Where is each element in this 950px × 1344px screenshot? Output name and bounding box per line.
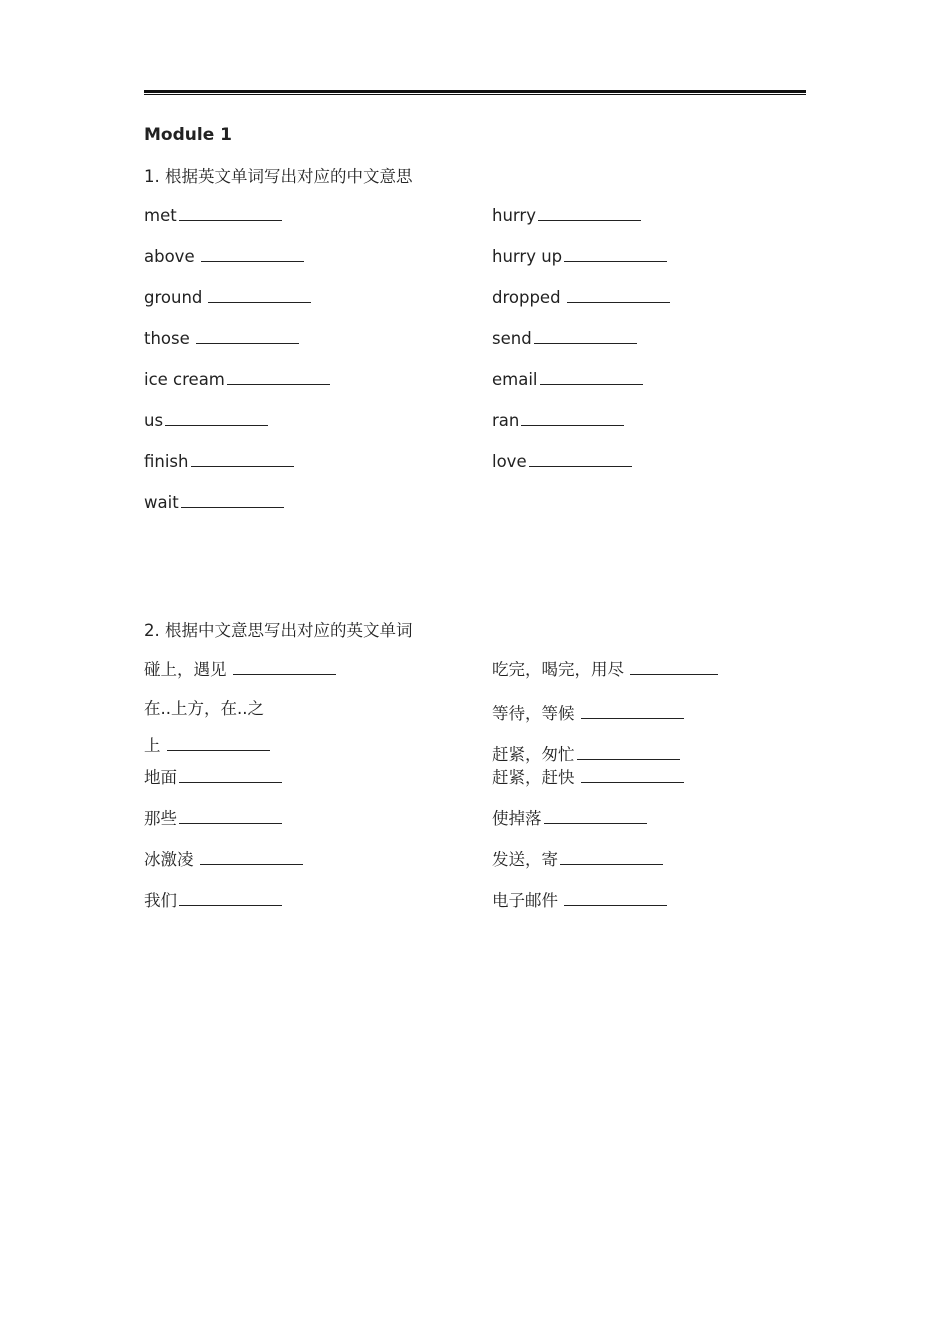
answer-blank[interactable] <box>179 888 282 906</box>
word-item: wait <box>144 490 284 514</box>
word-item: 我们 <box>144 888 282 912</box>
answer-blank[interactable] <box>534 326 637 344</box>
answer-blank[interactable] <box>560 847 663 865</box>
answer-blank[interactable] <box>538 203 641 221</box>
answer-blank[interactable] <box>630 657 718 675</box>
answer-blank[interactable] <box>581 765 684 783</box>
word-item: met <box>144 203 282 227</box>
word-item: love <box>492 449 632 473</box>
answer-blank[interactable] <box>233 657 336 675</box>
answer-blank[interactable] <box>201 244 304 262</box>
word-item: those <box>144 326 299 350</box>
answer-blank[interactable] <box>544 806 647 824</box>
word-item: us <box>144 408 268 432</box>
answer-blank[interactable] <box>529 449 632 467</box>
section2-heading: 2. 根据中文意思写出对应的英文单词 <box>144 621 413 640</box>
word-item: ground <box>144 285 311 309</box>
word-item: 赶紧，匆忙 <box>492 742 680 766</box>
answer-blank[interactable] <box>165 408 268 426</box>
word-item: above <box>144 244 304 268</box>
word-item: 等待，等候 <box>492 701 684 725</box>
word-item: 上 <box>144 733 270 757</box>
word-item: 发送，寄 <box>492 847 663 871</box>
answer-blank[interactable] <box>581 701 684 719</box>
answer-blank[interactable] <box>191 449 294 467</box>
answer-blank[interactable] <box>181 490 284 508</box>
word-item: 冰激凌 <box>144 847 303 871</box>
word-item: dropped <box>492 285 670 309</box>
answer-blank[interactable] <box>564 244 667 262</box>
answer-blank[interactable] <box>167 733 270 751</box>
word-item: 那些 <box>144 806 282 830</box>
word-item: 电子邮件 <box>492 888 667 912</box>
answer-blank[interactable] <box>179 765 282 783</box>
word-item: ice cream <box>144 367 330 391</box>
answer-blank[interactable] <box>540 367 643 385</box>
answer-blank[interactable] <box>564 888 667 906</box>
word-item: send <box>492 326 637 350</box>
answer-blank[interactable] <box>179 806 282 824</box>
header-rule-thick <box>144 90 806 93</box>
word-item: 赶紧，赶快 <box>492 765 684 789</box>
answer-blank[interactable] <box>179 203 282 221</box>
answer-blank[interactable] <box>567 285 670 303</box>
word-item: ran <box>492 408 624 432</box>
header-rule-thin <box>144 94 806 95</box>
answer-blank[interactable] <box>577 742 680 760</box>
answer-blank[interactable] <box>200 847 303 865</box>
word-item: finish <box>144 449 294 473</box>
module-title: Module 1 <box>144 125 232 145</box>
answer-blank[interactable] <box>521 408 624 426</box>
word-item: hurry up <box>492 244 667 268</box>
word-item: 吃完，喝完，用尽 <box>492 657 718 681</box>
answer-blank[interactable] <box>208 285 311 303</box>
section1-heading: 1. 根据英文单词写出对应的中文意思 <box>144 167 413 186</box>
word-item: 地面 <box>144 765 282 789</box>
answer-blank[interactable] <box>196 326 299 344</box>
answer-blank[interactable] <box>227 367 330 385</box>
word-item: hurry <box>492 203 641 227</box>
word-item: 在..上方，在..之 <box>144 699 264 718</box>
word-item: 碰上，遇见 <box>144 657 336 681</box>
word-item: 使掉落 <box>492 806 647 830</box>
word-item: email <box>492 367 643 391</box>
